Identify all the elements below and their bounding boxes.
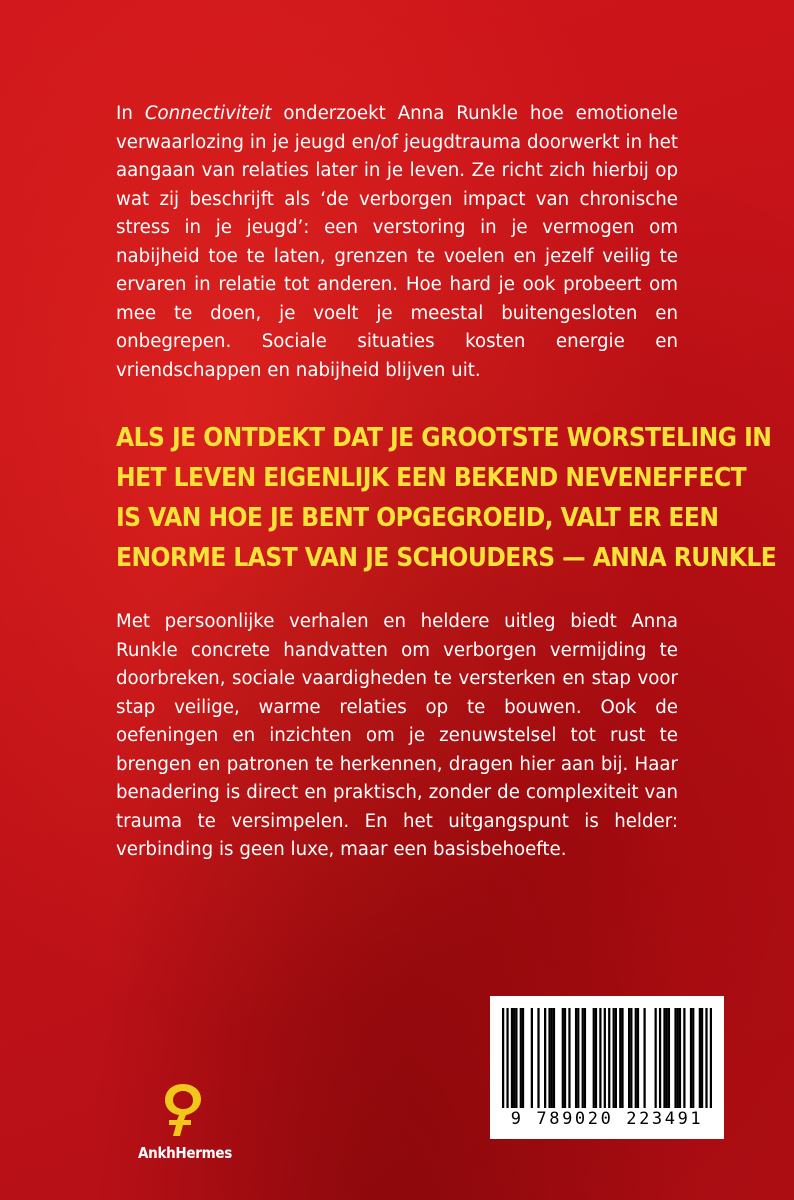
barcode-bar <box>683 1008 685 1108</box>
barcode-bar <box>531 1008 533 1108</box>
barcode-bar <box>568 1008 570 1108</box>
pull-quote <box>116 418 777 578</box>
barcode-bar <box>608 1008 610 1108</box>
barcode-bar <box>553 1008 555 1108</box>
barcode-bar <box>502 1008 504 1108</box>
barcode-bar <box>584 1008 586 1108</box>
barcode-bar <box>701 1008 703 1108</box>
barcode-bar <box>619 1008 621 1108</box>
quote-line: HET LEVEN EIGENLIJK EEN BEKEND NEVENEFFECT <box>116 463 747 493</box>
isbn-number: 9 789020 223491 <box>510 1109 704 1129</box>
barcode-bar <box>690 1008 692 1108</box>
publisher-name: AnkhHermes <box>138 1144 232 1162</box>
barcode-bar <box>604 1008 606 1108</box>
barcode-bar <box>582 1008 584 1108</box>
publisher-logo <box>138 1080 232 1162</box>
barcode-bar <box>692 1008 694 1108</box>
barcode-bar <box>544 1008 546 1108</box>
ankhhermes-logo-icon <box>159 1080 207 1138</box>
barcode-bar <box>628 1008 630 1108</box>
barcode-bar <box>630 1008 632 1108</box>
barcode-bar <box>705 1008 707 1108</box>
barcode-bar <box>551 1008 553 1108</box>
barcode-bar <box>577 1008 579 1108</box>
description-paragraph-2: Met persoonlijke verhalen en heldere uitleg biedt Anna Runkle concrete handvatten om verborgen vermijding te doorbreken, sociale vaardigheden te versterken en stap voor stap veilige, warme relaties op te bouwen. Ook de oefeningen en inzichten om je zenuwstelsel tot rust te brengen en patronen te herkennen, dragen hier aan bij. Haar benadering is direct en praktisch, zonder de complexiteit van trauma te versimpelen. En het uitgangspunt is helder: verbinding is geen luxe, maar een basisbehoefte. <box>116 611 678 860</box>
barcode-bar <box>506 1008 508 1108</box>
barcode-bar <box>699 1008 701 1108</box>
barcode-bar <box>679 1008 681 1108</box>
barcode-bar <box>666 1008 668 1108</box>
barcode-bar <box>674 1008 676 1108</box>
barcode-bar <box>562 1008 564 1108</box>
book-title: Connectiviteit <box>144 103 272 124</box>
barcode-bar <box>599 1008 601 1108</box>
barcode-bar <box>677 1008 679 1108</box>
quote-line: IS VAN HOE JE BENT OPGEGROEID, VALT ER EEN <box>116 503 719 533</box>
barcode-bar <box>621 1008 623 1108</box>
barcode-bar <box>635 1008 637 1108</box>
barcode-bar <box>575 1008 577 1108</box>
barcode-bar <box>520 1008 522 1108</box>
barcode-bar <box>613 1008 615 1108</box>
paragraph-body: onderzoekt Anna Runkle hoe emotionele verwaarlozing in je jeugd en/of jeugdtrauma doorwerkt in het aangaan van relaties later in je leven. Ze richt zich hierbij op wat zij beschrijft als ‘de verborgen impact van chronische stress in je jeugd’: een verstoring in je vermogen om nabijheid toe te laten, grenzen te voelen en jezelf veilig te ervaren in relatie tot anderen. Hoe hard je ook probeert om mee te doen, je voelt je meestal buitengesloten en onbegrepen. Sociale situaties kosten energie en vriendschappen en nabijheid blijven uit. <box>116 103 678 381</box>
barcode-bar <box>595 1008 597 1108</box>
barcode-bar <box>663 1008 665 1108</box>
barcode-bar <box>513 1008 515 1108</box>
barcode-bar <box>537 1008 539 1108</box>
barcode-bar <box>593 1008 595 1108</box>
barcode-bar <box>655 1008 657 1108</box>
barcode-bar <box>668 1008 670 1108</box>
barcode-bar <box>637 1008 639 1108</box>
barcode-bar <box>515 1008 517 1108</box>
barcode-bar <box>511 1008 513 1108</box>
barcode-bar <box>659 1008 661 1108</box>
barcode-bar <box>643 1008 645 1108</box>
quote-line: ALS JE ONTDEKT DAT JE GROOTSTE WORSTELING IN <box>116 423 772 453</box>
barcode-bar <box>615 1008 617 1108</box>
barcode-bar <box>564 1008 566 1108</box>
barcode-bar <box>522 1008 524 1108</box>
barcode-bars <box>502 1008 712 1108</box>
barcode <box>490 996 724 1139</box>
barcode-bar <box>548 1008 550 1108</box>
barcode-bar <box>710 1008 712 1108</box>
quote-line: ENORME LAST VAN JE SCHOUDERS — ANNA RUNKLE <box>116 543 777 573</box>
description-paragraph-1 <box>116 100 678 385</box>
paragraph-intro: In <box>116 103 145 124</box>
